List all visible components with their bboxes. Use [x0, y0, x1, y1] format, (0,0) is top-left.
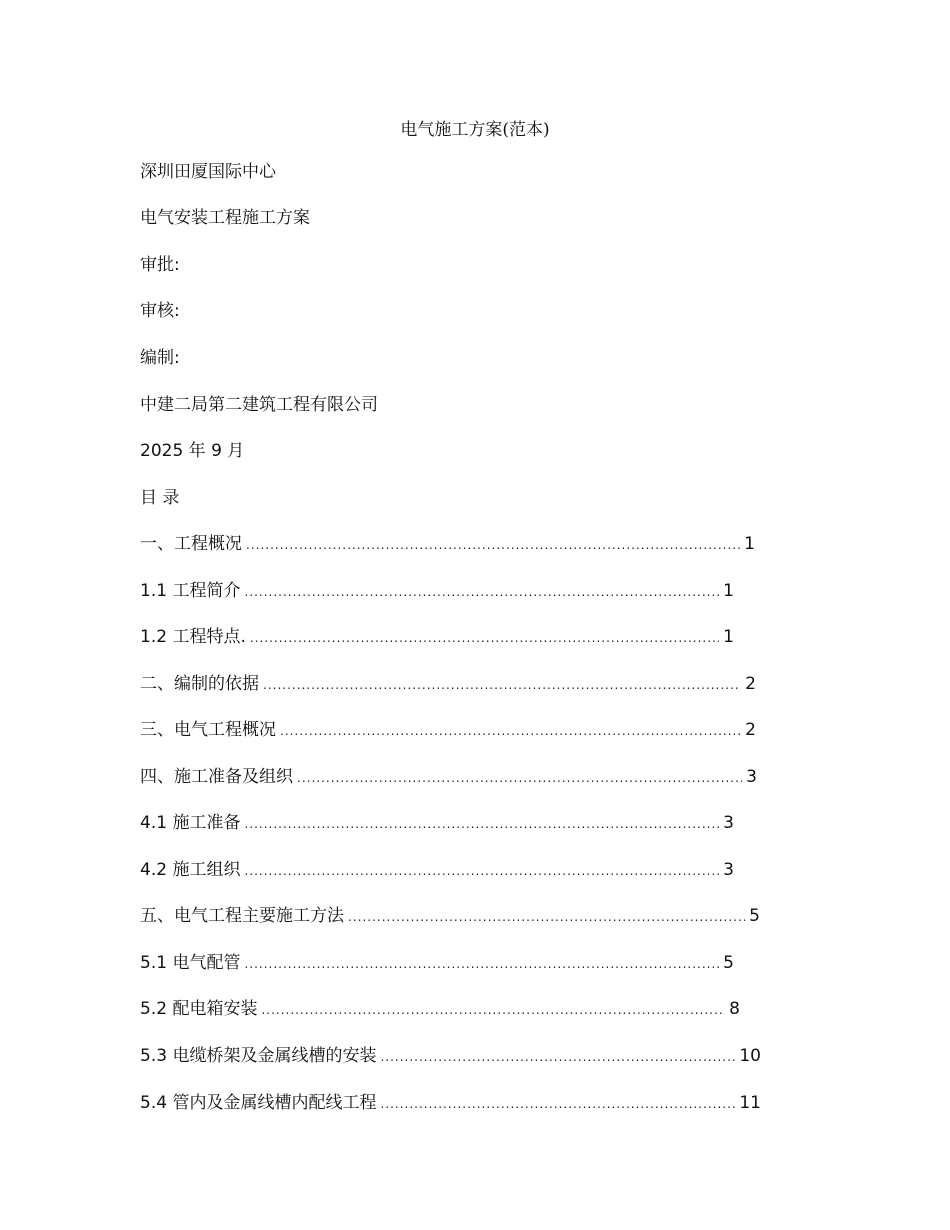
toc-entry-page: 2	[745, 674, 756, 694]
toc-entry	[140, 951, 734, 976]
toc-entry	[140, 997, 740, 1022]
toc-entry	[140, 532, 755, 557]
toc-entry-page: 10	[739, 1046, 761, 1066]
toc-entry-label: 二、编制的依据	[140, 674, 259, 694]
toc-entry	[140, 765, 757, 790]
toc-entry-page: 5	[749, 906, 760, 926]
toc-leader	[297, 766, 742, 790]
toc-entry-label: 1.2 工程特点.	[140, 627, 246, 647]
toc-leader	[244, 859, 719, 883]
toc-entry-label: 三、电气工程概况	[140, 720, 276, 740]
toc-leader	[246, 533, 740, 557]
toc-leader	[380, 1092, 735, 1116]
approve-label: 审批:	[140, 255, 180, 275]
document-subtitle: 电气安装工程施工方案	[140, 208, 310, 228]
toc-entry-label: 5.2 配电箱安装	[140, 999, 258, 1019]
toc-entry-label: 五、电气工程主要施工方法	[140, 906, 344, 926]
toc-leader	[380, 1045, 735, 1069]
toc-entry-label: 一、工程概况	[140, 534, 242, 554]
toc-leader	[261, 998, 725, 1022]
toc-leader	[280, 719, 741, 743]
toc-entry-label: 5.3 电缆桥架及金属线槽的安装	[140, 1046, 377, 1066]
toc-entry	[140, 1044, 761, 1069]
toc-entry-page: 2	[745, 720, 756, 740]
toc-entry	[140, 672, 756, 697]
toc-entry	[140, 625, 734, 650]
toc-entry	[140, 579, 734, 604]
toc-entry	[140, 1091, 761, 1116]
toc-entry-label: 5.1 电气配管	[140, 953, 241, 973]
toc-entry-label: 1.1 工程简介	[140, 581, 241, 601]
toc-heading: 目 录	[140, 488, 180, 508]
toc-leader	[263, 673, 741, 697]
toc-entry-label: 四、施工准备及组织	[140, 767, 293, 787]
company-name: 中建二局第二建筑工程有限公司	[140, 395, 378, 415]
toc-leader	[244, 952, 719, 976]
toc-entry-page: 11	[739, 1093, 761, 1113]
compile-label: 编制:	[140, 348, 180, 368]
review-label: 审核:	[140, 301, 180, 321]
document-title: 电气施工方案(范本)	[400, 120, 550, 140]
toc-entry-page: 1	[723, 627, 734, 647]
toc-entry-page: 1	[723, 581, 734, 601]
toc-entry-page: 5	[723, 953, 734, 973]
toc-entry	[140, 718, 756, 743]
toc-entry-label: 4.2 施工组织	[140, 860, 241, 880]
toc-leader	[244, 580, 719, 604]
toc-entry-label: 5.4 管内及金属线槽内配线工程	[140, 1093, 377, 1113]
toc-leader	[244, 812, 719, 836]
toc-entry-page: 3	[723, 813, 734, 833]
toc-entry	[140, 858, 734, 883]
toc-leader	[348, 905, 745, 929]
toc-entry-label: 4.1 施工准备	[140, 813, 241, 833]
toc-entry-page: 8	[729, 999, 740, 1019]
toc-entry	[140, 811, 734, 836]
document-date: 2025 年 9 月	[140, 441, 245, 461]
toc-entry-page: 1	[744, 534, 755, 554]
toc-entry-page: 3	[746, 767, 757, 787]
toc-entry	[140, 904, 760, 929]
project-name: 深圳田厦国际中心	[140, 162, 276, 182]
toc-leader	[250, 626, 719, 650]
toc-entry-page: 3	[723, 860, 734, 880]
